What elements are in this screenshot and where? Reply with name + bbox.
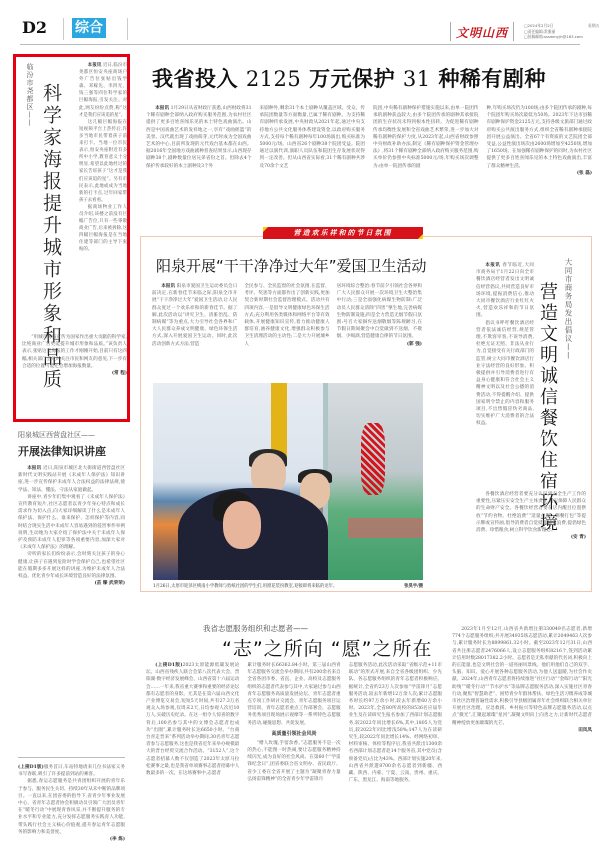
continued-article (18, 764, 125, 842)
photo-credit: 张昊宇/摄 (404, 584, 423, 589)
paragraph-text: 近日,临汾市尧都区恒安央座商场户外广告位张贴出钱学森、邓稼先、李四光、钱三强等四位科学家的巨幅海报,引发关注。对此,网友纷纷点赞,称“这才是我们应该追的星”。 (79, 63, 127, 118)
issue-meta (524, 23, 600, 40)
paragraph: “用城市海报宣传为国家作出重大贡献的科学家,比纯商业广告更能提升城市形象和品质。”该负责人表示,张贴这类海报的工作才刚刚开始,目前只有这四幅,相关部门会及时关注市民和网友的意见,下一步有合适的位置可能还会增加海报数量。 (22, 335, 127, 369)
article-body-continued (22, 334, 127, 376)
section-subheading: 高质量引领社会风尚 (271, 730, 317, 737)
column (260, 105, 366, 220)
editor-line: □责任编辑:常雅丽 (524, 28, 556, 34)
byline: (常 程) (111, 371, 127, 377)
headline-part: 万元保护 (309, 67, 396, 91)
article-kicker: 阳泉城区西营盘社区—— (18, 431, 95, 439)
lead-label: (上接D1版) (155, 663, 183, 668)
article-body-continued (476, 491, 586, 540)
paragraph: 全民参与、全民监督的社会氛围,在监督、考评、奖惩等方面都作出了创新实践,更加契合新时期社会监督治理模式。活动共有四项内容,一是倡导文明健康绿色环保生活方式;充分利用各类媒体和网络平台等有效载体,开展健康知识宣传,着力推动健康人群培育,涵养健康文化,增强群众积极参与卫生清理活动的主动性;二是大力开展城乡人 (244, 284, 330, 347)
page-masthead (20, 13, 600, 45)
article-body (79, 62, 127, 306)
paragraph: 据悉,春运志愿服务是共青团组织开展的青年乐于参与、服务民生关切、持续30年从未中断的品牌项目。一直以来,在团省委的指导下,省青少年事业发展中心、省青年志愿者协会积极动员引领广大团员青年在“暖冬行动”中展现青春风采,并不断提升服务的专业水平和专业能力,充分发挥志愿服务实践育人功能,带头践行社会主义核心价值观,提升春运青年志愿服务的影响力和美誉度。 (18, 779, 125, 835)
article-kicker: 临汾市尧都区—— (26, 63, 34, 127)
column (146, 105, 252, 220)
bottom-article-right-column (452, 626, 592, 733)
news-photo[interactable] (153, 383, 423, 580)
byline: 田凤凤 (578, 727, 592, 733)
paper-cut-decoration (361, 423, 385, 495)
article-headline[interactable]: “志”之所向 “愿”之所在 (222, 638, 433, 660)
issue-date: □2024年2月2日 (524, 23, 554, 28)
email-link[interactable]: □投稿邮箱:ssswmyjh@163.com (524, 34, 583, 39)
column (247, 662, 340, 842)
paragraph: 2023年1月至12月,山西省共新增注册330049名志愿者,新增774个志愿服务组织;共开展34935场志愿活动,累计2049463人次参与,累计服务时长为8899861.32小时。截至2023年12月31日,山西省共注册志愿者2476066人,设立志愿服务组织8216个,签到活动累计信用时数28017382.2小时。志愿者是无私奉献的代名词,积极向上的正能量,也是文明社会的一道亮丽风景线。他们用他们自己的双手、头脑、知识、爱心开展各种志愿服务活动,为他人送温暖,为社会作贡献。2024年,山西青年志愿者将持续推进“社区行动”“金晖行动”“阳光助残”“暖冬行动”“节水护水”等品牌志愿服务活动,深入实施社区青春行动,聚焦“智慧助老”、困势青少年群体帮扶、绿色生活习惯养成等城市社区治理普遍性需求,积极引导县级团属青年社会组织联合相关单位开展社区治理、应急救援、乡村振兴等特色品牌志愿服务活动,以点点“微光”,汇聚起璀璨“星河”,凝聚文明向上向善之力,让新时代志愿者精神绽放更加璀璨的光芒。 (452, 627, 592, 726)
column (487, 105, 593, 220)
paragraph-text: 2023太原能源低碳发展论坛、山西省残疾人联合会第八次代表大会、晋阳湖·数字经济发展峰会、山西省第十六届运动会……一年来,我省重大赛事和重要的经济论坛都有志愿者的身影。尤其是在第六届山西文化产业博览交易会,短短5天时间,共有27.3万名观众入场参观,仅周末2天,日均参观人次近10万人,实破历史纪录。在这一组令人惊喜的数字背后,100名参与其中的文博会志愿者也成功“出圈”,累计服务时长达6650小时。“台商台青走晋来”系列活动举办期间,30名青年志愿者参与志愿服务,这也是我省近年来举办规模最大的晋台经贸交流合作活动。“3152人”,这个志愿者招募人数不仅创造了2023年太原马拉松赛事之最,也是我省单项赛事志愿者招募中人数最多的一次。在这场赛事中,志愿者 (146, 663, 240, 777)
paragraph: “赠人玫瑰,手留余香。”志愿服务不是一次的热心,不能图一时热闹,要让志愿服务精神持续闪光,成为良好的社会风尚。在第60个“学雷锋纪念日”,团省委联合省文明办、省民政厅、省少工委在全省开展了主题为“凝聚青春力量 弘扬雷锋精神”的全省青少年学雷锋月 (247, 740, 341, 782)
divider (63, 18, 64, 40)
article-body (476, 262, 534, 442)
bottom-article-body (146, 662, 442, 842)
left-feature-article (13, 54, 130, 422)
column (152, 283, 237, 383)
lead-label: 本报讯 (161, 284, 176, 289)
paragraph (18, 764, 125, 778)
article-headline[interactable]: 营造文明诚信餐饮住宿环境 (537, 282, 558, 534)
article-headline[interactable]: 科学家海报提升城市形象和品质 (40, 83, 62, 391)
paragraph (18, 465, 125, 494)
paragraph (476, 262, 534, 320)
paragraph-text: 服务首日,车站特地请来几位书法家义务书写春联,吸引了许多提前到站的乘客。 (18, 765, 126, 778)
paragraph-text: 近日,阳泉市城区北大街街道西营盘社区新时代文明实践站开展《未成年人保护法》知识讲座,进一步宣传保护未成年人合法权益的法律法规,使学法、知法、懂法、守法从家庭做起。 (18, 466, 125, 493)
article-kicker: 大同市商务局发出倡议—— (564, 258, 573, 360)
paragraph-text: 阳泉市爱国卫生运动委员会日前决定,在新春佳节来临之际,阳泉全市开展“干干净净过大年”爱国卫生活动,让人民群众度过一个欢乐祥和的新春佳节。据了解,此次活动以“讲究卫生、清脏治乱、防制病媒”等为重点,大力引导社会各界和广大人民群众养成文明健康、绿色环保生活方式,深入开展爱国卫生运动。同时,此次活动创新方式方法,营造 (152, 284, 238, 347)
column (349, 662, 442, 842)
section-label: 综合 (72, 18, 106, 38)
paragraph (79, 62, 127, 119)
lead-label: 本报讯 (87, 63, 102, 68)
paragraph: 累计服务时长66362.84小时。第三届山西青年志愿服务交流会举办期间,共有200余名来自全省各团市委、省直、企业、高校及志愿服务组织的志愿者代表参与其中,大家通过参与山西青年志愿服务高质量发展论坛、青年志愿者重点专项工作研讨交流会、青年志愿服务项目运营培训、青年志愿者重点工作部署会、志愿服务优秀项目现场展示观摩等一系列特色志愿服务活动,碰撞思想、共促发展。 (247, 663, 341, 726)
photo-track (348, 518, 423, 538)
paragraph: 倡议书呼吁餐饮酒店经营者依法诚信经营,规范管理,不欺客宰客,不误导消费,杜绝无证无照、非法从业行为,自觉接受有关行政部门的监管,树立大同市餐饮酒店行业守法经营的良好形象。积极提供并引导消费者进行有益身心健康和符合社会主义精神文明以及社会公德的消费活动,不得提醒介绍、提供国家明令禁止的内容和服务项目,不出售假冒伪劣商品,切实维护广大消费者的合法权益。 (476, 320, 534, 427)
paragraph-text: 1月29日从省财政厅获悉,山西财政将31个稀有剧种全部纳入政府购买服务范围,为农村社区提供了更多百姓喜闻乐见的本土特色戏曲演出。山西是中国戏曲艺术的发祥地之一,享有“戏曲摇篮”的美誉。汉代就出现了戏曲萌芽,元代时成为全国戏曲艺术的中心,目前所发现的元代戏台基本都在山西。据2016年全国地方戏曲剧种普查结果显示,山西现存剧种38个,剧种数量位居兄弟省份之首。但除去4个保护传承较好的本土剧种及3个外 (146, 106, 252, 169)
column (337, 283, 422, 383)
paragraph-text: 春节临近,大同市商务局于1月22日向全市餐饮酒店经营者发出文明诚信经营倡议,共同营造良好市场环境,提振消费信心,推动大同市餐饮酒店行业红红火火,营造欢乐祥和的节日氛围。 (476, 263, 534, 319)
lead-label: 本报讯 (485, 263, 501, 268)
byline: (安 青) (570, 535, 586, 541)
byline: (张 磊) (576, 170, 592, 176)
headline-number: 31 (402, 67, 431, 91)
lead-label: (上接D1版) (18, 765, 44, 770)
paragraph (146, 105, 252, 170)
photo-person (223, 501, 261, 549)
paragraph: 讲座中,青少年们集中观看了《未成年人保护法》宣传教育短片,社区志愿者以青少年身心特点和成长需求作为切入点,向大家详细解读了什么是未成年人保护法、保护什么、谁来保护、怎样保护等内容,同时结合现实生活中未成年人容易遇到的侵害事件举例说明,生动地为大家介绍了保护法中关于未成年人保护及预防未成年人犯罪等各项重要内容,加深大家对《未成年人保护法》的理解。 (18, 494, 125, 551)
headline-part: 种稀有剧种 (438, 67, 546, 91)
paragraph: 各餐饮酒店经营者要充分认识到安全生产工作的重要性,压紧压实安全生产主体责任,切实保障人民群众的生命财产安全。各餐饮经营者要在店内醒目位置摆放“节约食物、杜绝浪费”“适量点餐、剩餐打包”等提示牌或宣传画,倡导消费者自觉抵制铺张浪费,提倡绿色消费、珍惜粮食,树立科学饮食新理念。 (476, 492, 586, 534)
page-number: D2 (22, 18, 48, 37)
paragraph: 来剧种外,剩余31个本土剧种从覆盖区域、受众、传承院团数量等方面衡量,已属于稀有剧种。为支持稀有剧种传承发展,中央财政从2021年起,通过中央支持地方公共文化服务体系建设资金,以政府购买服务方式,支持每个稀有剧种每年100场演出,购买标准为5000元/场。山西省26个剧种38个院团受益。院团通过以演代训,演职人员队伍和院团生存发展状况得到一定改善。但从山西省实际看,31个稀有剧种共涉及70余个文艺 (259, 106, 365, 169)
feature-headline[interactable]: 阳泉开展“干干净净过大年”爱国卫生活动 (156, 257, 427, 275)
byline: (郭 强) (406, 341, 422, 347)
lead-label: 本报讯 (155, 106, 170, 111)
paragraph: 种,年购买场次仍为100场;由多个院团传承的剧种,每个院团年购买场次最低为50场。2023年下达市县稀有剧种保护资金2125万元,支持各级文旅部门通过政府购买公共演出服务方式,组织全省稀有剧种承接院团开展公益演出。全省67个有资质的文艺院团全部受益,公益性演出场次由2600场增加至4250场,增加了1650场。在加强稀有剧种保护的同时,为农村社区提供了更多百姓喜闻乐见的本土特色戏曲演出,丰富了群众精神生活。 (486, 106, 592, 169)
divider (127, 18, 128, 40)
feature-article-body (152, 283, 422, 383)
article-headline[interactable]: 开展法律知识讲座 (18, 445, 106, 458)
column (146, 662, 239, 842)
lead-label: 本报讯 (27, 466, 42, 471)
byline: (苗 臻 武荣荣) (94, 581, 125, 587)
main-article-body (146, 105, 592, 220)
paragraph: 院团,中央稀有剧种保护措施实施以来,由单一院团传承的剧种获益较大,由多个院团传承的剧种其承接院团的生存状况未得到根本性扭转。为促进稀有剧种传承均衡性发展和全省戏曲艺术繁荣,进一步加大对稀有剧种的保护力度,从2023年起,山西省财政参照中央财政补助办法,制定《稀有剧种保护资金管理办法》,将31个稀有剧种全部纳入政府购买服务范围,购买单价仍参照中央标准5000元/场,年购买场次调整为:由单一院团传承的剧 (373, 106, 479, 169)
issue-weekday: 星期五 (588, 23, 600, 28)
photo-caption (153, 583, 423, 589)
brand-logo-box (450, 22, 514, 41)
divider (18, 757, 125, 758)
main-headline[interactable] (152, 63, 546, 93)
left-article (18, 430, 125, 586)
festive-banner: 营造欢乐祥和的节日氛围 (263, 227, 423, 239)
paragraph (152, 283, 237, 348)
paragraph (146, 662, 239, 777)
brand-logo: 文明山西 (456, 26, 509, 40)
paragraph: 据商场物业工作人员介绍,该楼之前没有巨幅广告位,只有一些零散商业广告,后来被拆除,这四幅巨幅海报是在当地住建等部门的主导下张贴的。 (79, 204, 127, 253)
headline-part: 我省投入 (152, 67, 238, 91)
column (244, 283, 329, 383)
headline-number: 2125 (245, 67, 302, 91)
paragraph: 这几幅巨幅海报在短视频平台上热传后,许多当地市民带着孩子前来打卡。当地一位市民表示,恒安央座附近有多所中小学,教育意义十分明显,希望以此地经过的家长告诉孩子“这才是我们应该追的星”。另有市民表示,此地或成为当地新的打卡点,过年回家带孩子去看看。 (79, 119, 127, 203)
paragraph: 居环境综合整治:春节前夕引领社会各界和广大人民群众开展一次环境卫生大整治集中行动;三是全面强化病媒生物防制:广泛动员人民群众清除“四害”孳生地,完善病媒生物防制设施;四是全力营造无烟节假日氛围:号召大家摒弃送烟敬烟等陈规陋习,在节假日期间聚会中自觉做到不送烟、不敬烟、少喝酒,营造健康自律的节日氛围。 (336, 284, 422, 340)
paragraph: 志愿服务活动,此次活动采取“省级示范+11市联动”的形式开展,来自全省各级团组织、少先队、各志愿服务组织的青年志愿者积极响应。据统计,全省约23万人次参加“学雷锋月”志愿服务活动,较去年新增12万余人次;累计志愿服务时长约97万余小时,较去年新增60万余小时。2023年,全省80所高校的8536名应届毕业生及在读研究生报名参加了西部计划志愿服务,较2022年同比增长6%,其中,1805人为党员,较2022年同比增浅50%;147人为在读研究生,较2022年同比增长14%。经网络初审、材料审核、体检等程序后,我省共派出1300余名西部计划志愿者赴14个服务省,其中党员(含预备党员)占比为43%。西部计划实施20年来,山西省共派遣8700余名志愿者到新疆、西藏、陕西、内蒙、宁夏、云南、贵州、重庆、广东、黑龙江、海南等地服务。 (348, 663, 442, 784)
caption-text: 1月26日,太原市迎泽区桃南小学教师与剪纸社团的学生们,用窗花装扮教室,迎接即将来临的龙年。 (153, 584, 338, 589)
byline: (李 炼) (109, 837, 125, 843)
article-kicker: 我省志愿服务组织和志愿者—— (203, 624, 308, 633)
column (373, 105, 479, 220)
paragraph: 旁听的家长们纷纷表示,会时刻关注孩子的身心健康,让孩子在遇到危险时学会保护自己,也希望社区能在假期多多开展这样的讲座,为维护未成年人合法权益、优化青少年成长环境营造良好的法律氛围。 (18, 552, 125, 580)
